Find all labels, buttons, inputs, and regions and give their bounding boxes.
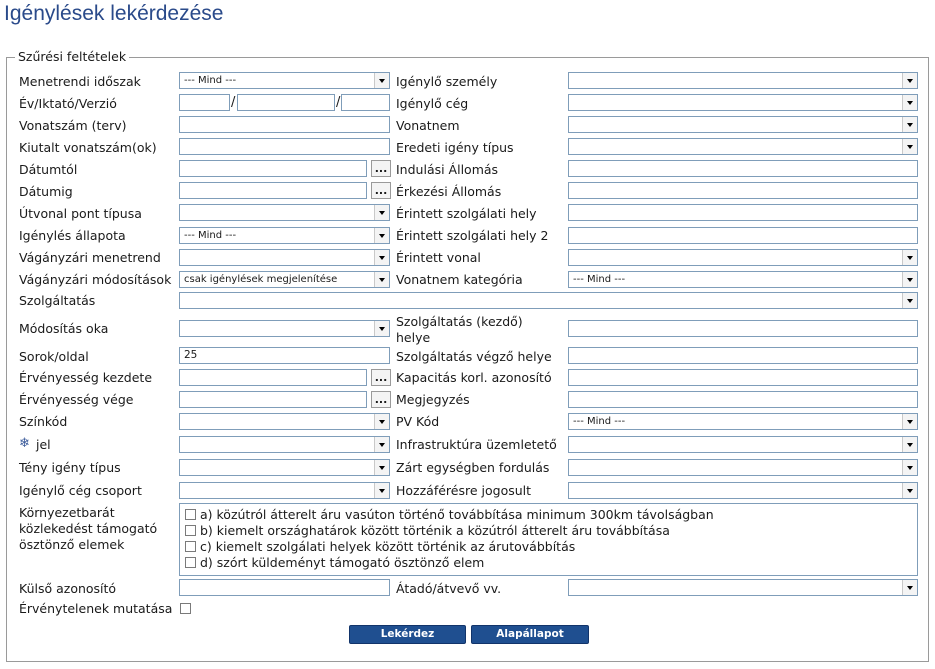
teny-igeny-tipus-select[interactable] (179, 459, 390, 476)
teny-igeny-tipus-label: Tény igény típus (19, 460, 121, 475)
chevron-down-icon[interactable] (902, 414, 917, 429)
szinkod-select[interactable] (179, 413, 390, 430)
kapacitas-korl-azonosito-label: Kapacitás korl. azonosító (396, 370, 552, 385)
vonatnem-kategoria-select[interactable]: --- Mind --- (568, 271, 918, 288)
erintett-vonal-label: Érintett vonal (396, 250, 481, 265)
erintett-vonal-select[interactable] (568, 249, 918, 266)
eco-option-b-label: b) kiemelt országhatárok között történik a közútról átterelt áru továbbítása (200, 523, 670, 538)
chevron-down-icon[interactable] (902, 483, 917, 498)
datumtol-label: Dátumtól (19, 162, 78, 177)
ervenyesseg-vege-picker-button[interactable]: ... (371, 391, 391, 408)
hozzaferesre-jogosult-label: Hozzáférésre jogosult (396, 483, 532, 498)
modositas-oka-label: Módosítás oka (19, 321, 109, 336)
chevron-down-icon[interactable] (902, 460, 917, 475)
vonatnem-select[interactable] (568, 116, 918, 133)
ervenyesseg-vege-input[interactable] (179, 391, 367, 408)
igenyles-allapota-label: Igénylés állapota (19, 228, 126, 243)
vonatszam-terv-input[interactable] (179, 116, 390, 133)
ervenyesseg-kezdete-picker-button[interactable]: ... (371, 369, 391, 386)
jel-label: jel (36, 437, 51, 452)
eredeti-igeny-tipus-label: Eredeti igény típus (396, 140, 514, 155)
modositas-oka-select[interactable] (179, 320, 390, 337)
chevron-down-icon[interactable] (902, 139, 917, 154)
indulasi-allomas-input[interactable] (568, 160, 918, 177)
vonatszam-terv-label: Vonatszám (terv) (19, 118, 127, 133)
utvonal-pont-tipusa-select[interactable] (179, 204, 390, 221)
chevron-down-icon[interactable] (374, 228, 389, 243)
datumtol-input[interactable] (179, 160, 367, 177)
eco-option-c-checkbox[interactable] (185, 541, 196, 552)
sorok-oldal-label: Sorok/oldal (19, 349, 89, 364)
chevron-down-icon[interactable] (902, 437, 917, 452)
vaganyzari-menetrend-select[interactable] (179, 249, 390, 266)
igenylo-szemely-label: Igénylő személy (396, 74, 498, 89)
chevron-down-icon[interactable] (374, 250, 389, 265)
zart-egysegben-fordulas-label: Zárt egységben fordulás (396, 460, 550, 475)
kapacitas-korl-azonosito-input[interactable] (568, 369, 918, 386)
infrastruktura-uzemelteto-label: Infrastruktúra üzemletető (396, 437, 557, 452)
vaganyzari-modositasok-select[interactable]: csak igénylések megjelenítése (179, 271, 390, 288)
kulso-azonosito-label: Külső azonosító (19, 581, 117, 596)
vaganyzari-modositasok-label: Vágányzári módosítások (19, 272, 172, 287)
megjegyzes-label: Megjegyzés (396, 392, 470, 407)
utvonal-pont-tipusa-label: Útvonal pont típusa (19, 206, 142, 221)
reset-button[interactable]: Alapállapot (471, 625, 589, 644)
query-button[interactable]: Lekérdez (349, 625, 466, 644)
kulso-azonosito-input[interactable] (179, 579, 390, 596)
indulasi-allomas-label: Indulási Állomás (396, 162, 499, 177)
szolgaltatas-kezdo-label-1: Szolgáltatás (kezdő) (396, 314, 523, 329)
szolgaltatas-kezdo-helye-input[interactable] (568, 320, 918, 337)
kiutalt-vonatszam-label: Kiutalt vonatszám(ok) (19, 140, 157, 155)
chevron-down-icon[interactable] (374, 73, 389, 88)
eredeti-igeny-tipus-select[interactable] (568, 138, 918, 155)
chevron-down-icon[interactable] (902, 117, 917, 132)
chevron-down-icon[interactable] (902, 250, 917, 265)
eco-option-a-label: a) közútról átterelt áru vasúton történő továbbítása minimum 300km távolságban (200, 507, 714, 522)
igenylo-ceg-label: Igénylő cég (396, 96, 469, 111)
igenyles-allapota-select[interactable]: --- Mind --- (179, 227, 390, 244)
datumig-label: Dátumig (19, 184, 73, 199)
igenylo-szemely-select[interactable] (568, 72, 918, 89)
pv-kod-select[interactable]: --- Mind --- (568, 413, 918, 430)
menetrendi-idoszak-select[interactable]: --- Mind --- (179, 72, 390, 89)
vonatnem-label: Vonatnem (396, 118, 460, 133)
szolgaltatas-vegzo-helye-input[interactable] (568, 347, 918, 364)
ervenyesseg-kezdete-label: Érvényesség kezdete (19, 370, 153, 385)
szolgaltatas-select[interactable] (179, 292, 918, 309)
chevron-down-icon[interactable] (374, 272, 389, 287)
chevron-down-icon[interactable] (902, 580, 917, 595)
datumig-input[interactable] (179, 182, 367, 199)
menetrendi-idoszak-label: Menetrendi időszak (19, 74, 141, 89)
chevron-down-icon[interactable] (374, 321, 389, 336)
eco-option-d-checkbox[interactable] (185, 557, 196, 568)
verzio-input[interactable] (341, 94, 390, 111)
infrastruktura-uzemelteto-select[interactable] (568, 436, 918, 453)
ervenyesseg-kezdete-input[interactable] (179, 369, 367, 386)
eco-option-d-label: d) szórt küldeményt támogató ösztönző elem (200, 555, 485, 570)
eco-option-c-label: c) kiemelt szolgálati helyek között történik az árutovábbítás (200, 539, 576, 554)
chevron-down-icon[interactable] (902, 73, 917, 88)
szolgaltatas-label: Szolgáltatás (19, 293, 96, 308)
vonatnem-kategoria-label: Vonatnem kategória (396, 272, 523, 287)
igenylo-ceg-csoport-label: Igénylő cég csoport (19, 483, 142, 498)
vaganyzari-menetrend-label: Vágányzári menetrend (19, 250, 161, 265)
ervenytelenek-mutatasa-label: Érvénytelenek mutatása (19, 601, 173, 616)
erintett-szolgalati-hely-2-input[interactable] (568, 227, 918, 244)
page-title: Igénylések lekérdezése (4, 2, 224, 25)
megjegyzes-input[interactable] (568, 391, 918, 408)
eco-option-a-checkbox[interactable] (185, 509, 196, 520)
szolgaltatas-kezdo-label-2: helye (396, 330, 431, 345)
snowflake-icon: ❄ (19, 436, 30, 451)
ev-iktato-verzio-label: Év/Iktató/Verzió (19, 96, 117, 111)
erintett-szolgalati-hely-input[interactable] (568, 204, 918, 221)
hozzaferesre-jogosult-select[interactable] (568, 482, 918, 499)
chevron-down-icon[interactable] (374, 414, 389, 429)
kiutalt-vonatszam-input[interactable] (179, 138, 390, 155)
erintett-szolgalati-hely-label: Érintett szolgálati hely (396, 206, 537, 221)
chevron-down-icon[interactable] (902, 293, 917, 308)
igenylo-ceg-csoport-select[interactable] (179, 482, 390, 499)
atado-atvevo-vv-select[interactable] (568, 579, 918, 596)
atado-atvevo-vv-label: Átadó/átvevő vv. (396, 581, 502, 596)
pv-kod-label: PV Kód (396, 414, 440, 429)
ev-input[interactable] (179, 94, 230, 111)
kornyezetbarat-label-1: Környezetbarát (19, 505, 115, 520)
chevron-down-icon[interactable] (374, 205, 389, 220)
datumig-picker-button[interactable]: ... (371, 182, 391, 199)
chevron-down-icon[interactable] (374, 437, 389, 452)
chevron-down-icon[interactable] (902, 272, 917, 287)
erkezesi-allomas-input[interactable] (568, 182, 918, 199)
iktato-separator: / (336, 95, 341, 110)
datumtol-picker-button[interactable]: ... (371, 160, 391, 177)
igenylo-ceg-select[interactable] (568, 94, 918, 111)
chevron-down-icon[interactable] (374, 460, 389, 475)
ervenytelenek-mutatasa-checkbox[interactable] (180, 603, 191, 614)
szinkod-label: Színkód (19, 414, 68, 429)
jel-select[interactable] (179, 436, 390, 453)
ervenyesseg-vege-label: Érvényesség vége (19, 392, 134, 407)
chevron-down-icon[interactable] (374, 483, 389, 498)
erintett-szolgalati-hely-2-label: Érintett szolgálati hely 2 (396, 228, 549, 243)
kornyezetbarat-label-2: közlekedést támogató (19, 521, 158, 536)
ev-separator: / (231, 95, 236, 110)
iktato-input[interactable] (237, 94, 335, 111)
erkezesi-allomas-label: Érkezési Állomás (396, 184, 502, 199)
filter-legend: Szűrési feltételek (15, 49, 129, 64)
zart-egysegben-fordulas-select[interactable] (568, 459, 918, 476)
kornyezetbarat-label-3: ösztönző elemek (19, 537, 125, 552)
chevron-down-icon[interactable] (902, 95, 917, 110)
eco-option-b-checkbox[interactable] (185, 525, 196, 536)
szolgaltatas-vegzo-helye-label: Szolgáltatás végző helye (396, 349, 552, 364)
sorok-oldal-input[interactable]: 25 (179, 347, 390, 364)
